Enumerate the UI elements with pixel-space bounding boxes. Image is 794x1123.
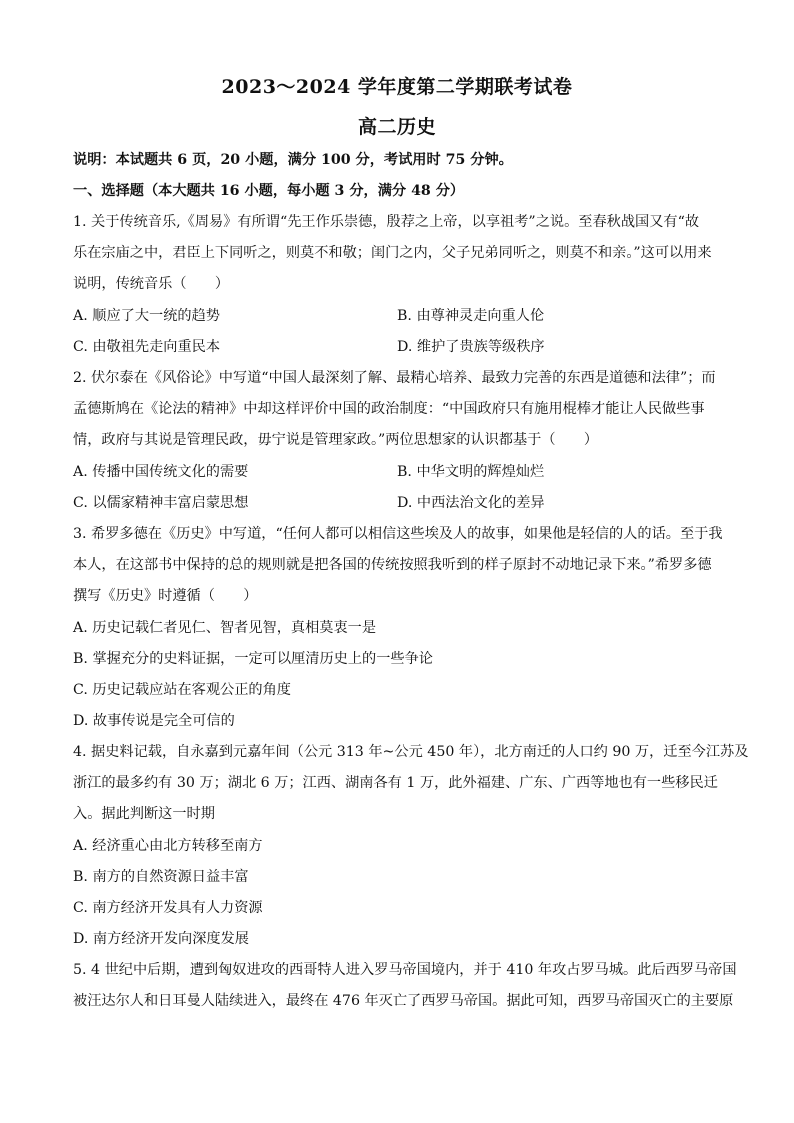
question-1-line-1: 1. 关于传统音乐,《周易》有所谓“先王作乐崇德，殷荐之上帝，以享祖考”之说。至春秋战国又有“故 <box>73 214 700 230</box>
question-2-line-2: 孟德斯鸠在《论法的精神》中却这样评价中国的政治制度：“中国政府只有施用棍棒才能让人民做些事 <box>73 401 705 417</box>
question-1-line-2: 乐在宗庙之中，君臣上下同听之，则莫不和敬；闺门之内，父子兄弟同听之，则莫不和亲。”这可以用来 <box>73 245 712 261</box>
question-5-line-1: 5. 4 世纪中后期，遭到匈奴进攻的西哥特人进入罗马帝国境内，并于 410 年攻占罗马城。此后西罗马帝国 <box>73 962 737 978</box>
question-2-option-d: D. 中西法治文化的差异 <box>397 495 545 511</box>
question-3-option-c: C. 历史记载应站在客观公正的角度 <box>73 682 291 698</box>
exam-title: 2023～2024 学年度第二学期联考试卷 <box>221 76 573 98</box>
section-heading: 一、选择题（本大题共 16 小题，每小题 3 分，满分 48 分） <box>73 183 465 199</box>
question-4-option-a: A. 经济重心由北方转移至南方 <box>73 838 263 854</box>
question-3-line-2: 本人，在这部书中保持的总的规则就是把各国的传统按照我听到的样子原封不动地记录下来。”希罗多德 <box>73 557 712 573</box>
question-3-option-d: D. 故事传说是完全可信的 <box>73 713 235 729</box>
question-4-line-2: 浙江的最多约有 30 万；湖北 6 万；江西、湖南各有 1 万，此外福建、广东、广西等地也有一些移民迁 <box>73 775 718 791</box>
question-3-line-1: 3. 希罗多德在《历史》中写道，“任何人都可以相信这些埃及人的故事，如果他是轻信的人的话。至于我 <box>73 526 723 542</box>
question-4-option-b: B. 南方的自然资源日益丰富 <box>73 869 249 885</box>
question-2-option-c: C. 以儒家精神丰富启蒙思想 <box>73 495 249 511</box>
question-5-line-2: 被汪达尔人和日耳曼人陆续进入，最终在 476 年灭亡了西罗马帝国。据此可知，西罗马帝国灭亡的主要原 <box>73 993 734 1009</box>
question-2-option-a: A. 传播中国传统文化的需要 <box>73 464 249 480</box>
question-3-option-b: B. 掌握充分的史料证据，一定可以厘清历史上的一些争论 <box>73 651 433 667</box>
question-4-line-1: 4. 据史料记载，自永嘉到元嘉年间（公元 313 年~公元 450 年），北方南迁的人口约 90 万，迁至今江苏及 <box>73 744 749 760</box>
question-2-line-3: 情，政府与其说是管理民政，毋宁说是管理家政。”两位思想家的认识都基于（ ） <box>73 432 599 448</box>
question-4-line-3: 入。据此判断这一时期 <box>73 806 215 822</box>
question-3-line-3: 撰写《历史》时遵循（ ） <box>73 588 258 604</box>
question-1-option-d: D. 维护了贵族等级秩序 <box>397 339 545 355</box>
question-1-option-a: A. 顺应了大一统的趋势 <box>73 308 220 324</box>
question-1-option-c: C. 由敬祖先走向重民本 <box>73 339 221 355</box>
question-3-option-a: A. 历史记载仁者见仁、智者见智，真相莫衷一是 <box>73 620 377 636</box>
question-2-option-b: B. 中华文明的辉煌灿烂 <box>397 464 545 480</box>
question-4-option-d: D. 南方经济开发向深度发展 <box>73 931 249 947</box>
exam-instructions: 说明：本试题共 6 页，20 小题，满分 100 分，考试用时 75 分钟。 <box>73 152 513 168</box>
exam-subject: 高二历史 <box>357 116 436 138</box>
question-1-line-3: 说明，传统音乐（ ） <box>73 276 230 292</box>
question-2-line-1: 2. 伏尔泰在《风俗论》中写道“中国人最深刻了解、最精心培养、最致力完善的东西是道德和法律”；而 <box>73 370 716 386</box>
question-1-option-b: B. 由尊神灵走向重人伦 <box>397 308 545 324</box>
question-4-option-c: C. 南方经济开发具有人力资源 <box>73 900 263 916</box>
